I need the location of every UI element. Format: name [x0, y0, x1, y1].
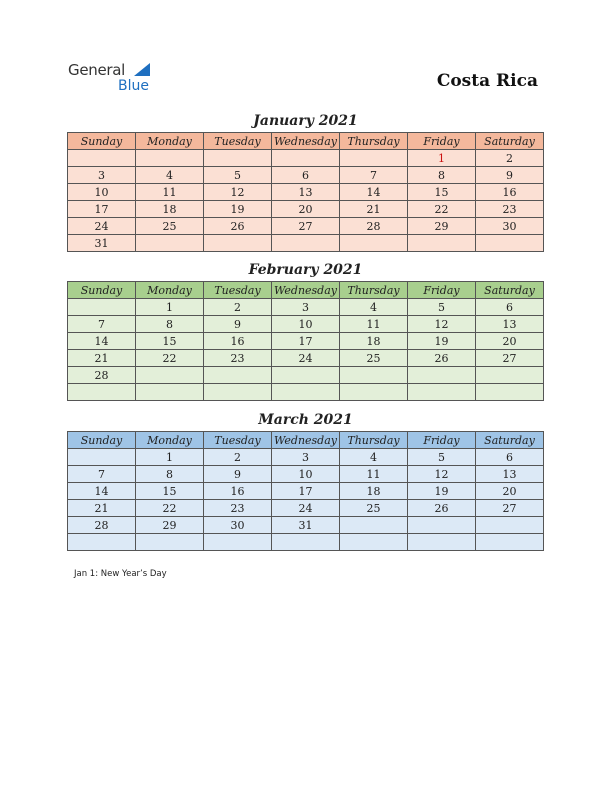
calendar-table	[67, 132, 544, 252]
day-cell	[272, 150, 340, 167]
day-cell	[204, 235, 272, 252]
day-cell	[204, 534, 272, 551]
weekday-header: Saturday	[476, 282, 544, 299]
weekday-header: Saturday	[476, 432, 544, 449]
weekday-header: Sunday	[68, 282, 136, 299]
day-cell: 27	[476, 500, 544, 517]
weekday-header: Monday	[136, 133, 204, 150]
day-cell	[476, 384, 544, 401]
day-cell	[272, 235, 340, 252]
day-cell: 5	[204, 167, 272, 184]
day-cell: 5	[408, 449, 476, 466]
day-cell: 11	[136, 184, 204, 201]
week-row	[68, 201, 544, 218]
day-cell: 17	[68, 201, 136, 218]
weekday-header: Wednesday	[272, 282, 340, 299]
day-cell: 18	[340, 483, 408, 500]
weekday-header: Tuesday	[204, 282, 272, 299]
day-cell: 20	[272, 201, 340, 218]
week-row	[68, 150, 544, 167]
weekday-header: Thursday	[340, 432, 408, 449]
day-cell	[136, 150, 204, 167]
day-cell: 24	[272, 500, 340, 517]
weekday-header: Tuesday	[204, 432, 272, 449]
day-cell	[408, 384, 476, 401]
day-cell: 11	[340, 466, 408, 483]
day-cell: 7	[340, 167, 408, 184]
day-cell: 13	[476, 316, 544, 333]
month-title: February 2021	[248, 262, 363, 278]
day-cell: 15	[136, 333, 204, 350]
day-cell: 8	[136, 466, 204, 483]
day-cell	[68, 449, 136, 466]
day-cell	[408, 517, 476, 534]
logo-triangle-icon	[134, 63, 150, 76]
day-cell	[340, 534, 408, 551]
day-cell: 3	[272, 449, 340, 466]
calendar-table	[67, 281, 544, 401]
day-cell: 21	[68, 350, 136, 367]
week-row	[68, 167, 544, 184]
day-cell: 5	[408, 299, 476, 316]
logo-word-blue: Blue	[118, 78, 149, 94]
day-cell: 10	[68, 184, 136, 201]
day-cell	[340, 384, 408, 401]
week-row	[68, 350, 544, 367]
weekday-header: Tuesday	[204, 133, 272, 150]
day-cell: 21	[68, 500, 136, 517]
day-cell: 22	[408, 201, 476, 218]
day-cell: 10	[272, 316, 340, 333]
day-cell: 31	[272, 517, 340, 534]
day-cell: 19	[204, 201, 272, 218]
month-february	[67, 260, 544, 401]
day-cell: 10	[272, 466, 340, 483]
day-cell: 24	[272, 350, 340, 367]
day-cell	[340, 517, 408, 534]
day-cell: 20	[476, 483, 544, 500]
day-cell: 12	[204, 184, 272, 201]
day-cell	[68, 534, 136, 551]
day-cell: 4	[340, 299, 408, 316]
day-cell: 18	[136, 201, 204, 218]
day-cell: 1	[408, 150, 476, 167]
week-row	[68, 184, 544, 201]
weekday-header-row	[68, 432, 544, 449]
day-cell: 25	[340, 350, 408, 367]
day-cell: 14	[68, 483, 136, 500]
day-cell: 27	[272, 218, 340, 235]
day-cell: 9	[476, 167, 544, 184]
day-cell: 27	[476, 350, 544, 367]
day-cell: 13	[476, 466, 544, 483]
day-cell: 21	[340, 201, 408, 218]
day-cell: 16	[204, 483, 272, 500]
day-cell	[340, 150, 408, 167]
day-cell	[476, 517, 544, 534]
day-cell	[68, 299, 136, 316]
week-row	[68, 483, 544, 500]
day-cell: 26	[408, 500, 476, 517]
weekday-header: Sunday	[68, 133, 136, 150]
day-cell: 25	[136, 218, 204, 235]
day-cell	[136, 384, 204, 401]
country-title: Costa Rica	[436, 71, 538, 91]
day-cell: 4	[340, 449, 408, 466]
day-cell: 9	[204, 316, 272, 333]
day-cell: 23	[204, 500, 272, 517]
week-row	[68, 466, 544, 483]
week-row	[68, 500, 544, 517]
calendar-table	[67, 431, 544, 551]
week-row	[68, 299, 544, 316]
month-january	[67, 111, 544, 252]
weekday-header: Friday	[408, 282, 476, 299]
day-cell: 11	[340, 316, 408, 333]
day-cell: 23	[476, 201, 544, 218]
weekday-header: Thursday	[340, 282, 408, 299]
day-cell	[272, 384, 340, 401]
weekday-header: Wednesday	[272, 432, 340, 449]
day-cell: 3	[272, 299, 340, 316]
day-cell: 23	[204, 350, 272, 367]
day-cell	[204, 150, 272, 167]
week-row	[68, 235, 544, 252]
week-row	[68, 316, 544, 333]
day-cell: 12	[408, 316, 476, 333]
day-cell: 22	[136, 500, 204, 517]
week-row	[68, 449, 544, 466]
day-cell: 2	[476, 150, 544, 167]
day-cell	[340, 235, 408, 252]
day-cell: 19	[408, 333, 476, 350]
holiday-note: Jan 1: New Year’s Day	[74, 569, 167, 579]
day-cell	[272, 367, 340, 384]
day-cell: 7	[68, 466, 136, 483]
day-cell: 26	[204, 218, 272, 235]
week-row	[68, 517, 544, 534]
week-row	[68, 384, 544, 401]
day-cell: 16	[204, 333, 272, 350]
weekday-header: Saturday	[476, 133, 544, 150]
weekday-header: Friday	[408, 133, 476, 150]
day-cell: 8	[408, 167, 476, 184]
weekday-header: Wednesday	[272, 133, 340, 150]
day-cell: 28	[68, 517, 136, 534]
logo-word-general: General	[68, 61, 126, 79]
week-row	[68, 218, 544, 235]
day-cell	[272, 534, 340, 551]
day-cell: 4	[136, 167, 204, 184]
day-cell: 3	[68, 167, 136, 184]
day-cell: 8	[136, 316, 204, 333]
day-cell: 20	[476, 333, 544, 350]
day-cell	[408, 367, 476, 384]
day-cell	[476, 367, 544, 384]
day-cell: 6	[272, 167, 340, 184]
day-cell: 29	[408, 218, 476, 235]
day-cell	[68, 384, 136, 401]
day-cell	[136, 367, 204, 384]
week-row	[68, 367, 544, 384]
day-cell: 1	[136, 299, 204, 316]
day-cell: 13	[272, 184, 340, 201]
day-cell: 12	[408, 466, 476, 483]
day-cell: 2	[204, 299, 272, 316]
day-cell: 17	[272, 333, 340, 350]
day-cell: 17	[272, 483, 340, 500]
day-cell	[136, 235, 204, 252]
day-cell: 22	[136, 350, 204, 367]
day-cell: 14	[68, 333, 136, 350]
day-cell: 1	[136, 449, 204, 466]
day-cell	[340, 367, 408, 384]
day-cell	[68, 150, 136, 167]
week-row	[68, 534, 544, 551]
day-cell: 18	[340, 333, 408, 350]
day-cell: 19	[408, 483, 476, 500]
weekday-header-row	[68, 282, 544, 299]
day-cell: 31	[68, 235, 136, 252]
day-cell: 6	[476, 299, 544, 316]
day-cell: 28	[68, 367, 136, 384]
day-cell: 30	[204, 517, 272, 534]
day-cell: 15	[136, 483, 204, 500]
day-cell	[408, 534, 476, 551]
day-cell	[476, 235, 544, 252]
month-title: March 2021	[258, 412, 353, 428]
weekday-header-row	[68, 133, 544, 150]
weekday-header: Friday	[408, 432, 476, 449]
day-cell: 14	[340, 184, 408, 201]
day-cell: 29	[136, 517, 204, 534]
day-cell	[204, 367, 272, 384]
week-row	[68, 333, 544, 350]
logo	[68, 60, 168, 96]
month-march	[67, 410, 544, 551]
day-cell: 9	[204, 466, 272, 483]
day-cell: 26	[408, 350, 476, 367]
day-cell	[476, 534, 544, 551]
day-cell	[136, 534, 204, 551]
day-cell: 28	[340, 218, 408, 235]
holiday-notes	[74, 569, 167, 579]
day-cell	[204, 384, 272, 401]
day-cell: 16	[476, 184, 544, 201]
weekday-header: Sunday	[68, 432, 136, 449]
day-cell: 7	[68, 316, 136, 333]
weekday-header: Monday	[136, 282, 204, 299]
day-cell: 24	[68, 218, 136, 235]
day-cell: 6	[476, 449, 544, 466]
month-title: January 2021	[253, 113, 358, 129]
day-cell	[408, 235, 476, 252]
day-cell: 30	[476, 218, 544, 235]
weekday-header: Monday	[136, 432, 204, 449]
weekday-header: Thursday	[340, 133, 408, 150]
day-cell: 15	[408, 184, 476, 201]
day-cell: 25	[340, 500, 408, 517]
day-cell: 2	[204, 449, 272, 466]
